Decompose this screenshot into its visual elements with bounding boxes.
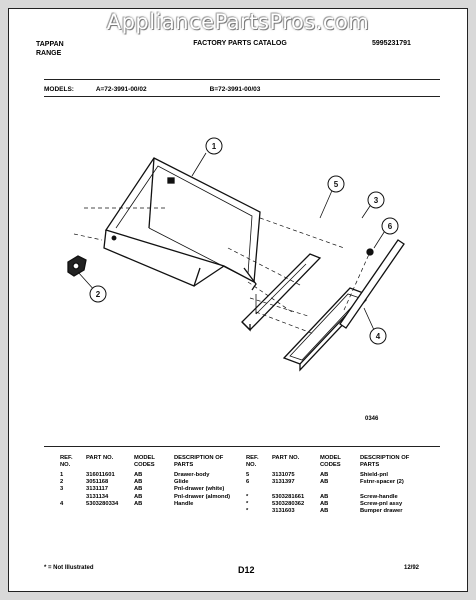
model-code: AB <box>320 500 329 507</box>
part-no: 3131603 <box>272 508 295 515</box>
header-rule <box>44 79 440 80</box>
col-model: MODEL CODES <box>134 455 155 468</box>
ref-no: * <box>246 493 249 500</box>
table-row <box>60 501 240 508</box>
models-line <box>44 86 260 93</box>
ref-no: 1 <box>60 472 64 478</box>
table-row <box>246 472 426 479</box>
part-description <box>360 486 426 493</box>
model-code: AB <box>134 486 143 493</box>
table-row <box>60 479 240 486</box>
parts-table-left <box>60 455 240 508</box>
ref-no: 3 <box>60 486 64 493</box>
table-header-row <box>60 455 240 472</box>
brand-category: RANGE <box>36 50 62 57</box>
part-description: Shield-pnl <box>360 472 389 478</box>
part-no: 3131075 <box>272 472 295 478</box>
model-code: AB <box>320 472 329 478</box>
model-code: AB <box>134 500 143 507</box>
callout-6: 6 <box>387 222 393 231</box>
brand-block <box>36 40 64 58</box>
table-row <box>60 494 240 501</box>
part-description: Fstnr-spacer (2) <box>360 479 404 486</box>
brand-name: TAPPAN <box>36 41 64 48</box>
callout-1: 1 <box>211 142 217 151</box>
part-no <box>272 486 320 493</box>
table-row <box>246 501 426 508</box>
model-code: AB <box>320 508 329 515</box>
ref-no: 5 <box>246 472 250 478</box>
table-header-row <box>246 455 426 472</box>
table-row <box>60 472 240 479</box>
part-description: Pnl-drawer (almond) <box>174 493 231 500</box>
ref-no: * <box>246 500 249 507</box>
catalog-number: 5995231791 <box>372 40 411 47</box>
catalog-title: FACTORY PARTS CATALOG <box>193 40 287 47</box>
col-ref: REF. NO. <box>60 455 73 468</box>
exploded-parts-diagram <box>44 98 440 428</box>
part-no: 3131134 <box>86 493 109 500</box>
model-code: AB <box>320 493 329 500</box>
table-top-rule <box>44 446 440 447</box>
model-code <box>320 486 360 493</box>
col-part: PART NO. <box>86 455 114 461</box>
part-no: 3051168 <box>86 479 109 486</box>
ref-no <box>60 494 86 501</box>
models-label: MODELS: <box>44 86 74 93</box>
part-description: Bumper drawer <box>360 508 403 515</box>
table-row <box>246 494 426 501</box>
part-description: Glide <box>174 479 189 486</box>
col-ref: REF. NO. <box>246 455 259 468</box>
callout-3: 3 <box>373 196 379 205</box>
table-row <box>246 508 426 515</box>
callout-5: 5 <box>333 180 339 189</box>
table-row <box>60 486 240 493</box>
model-code: AB <box>134 472 143 478</box>
page-number: D12 <box>238 565 255 575</box>
part-no: 3131117 <box>86 486 108 493</box>
footnote: * = Not Illustrated <box>44 565 94 571</box>
part-description: Drawer-body <box>174 472 210 478</box>
parts-table-right <box>246 455 426 515</box>
part-description: Pnl-drawer (white) <box>174 486 225 493</box>
model-a: A=72-3991-00/02 <box>95 86 147 93</box>
col-desc: DESCRIPTION OF PARTS <box>174 455 224 468</box>
models-rule <box>44 96 440 97</box>
watermark: AppliancePartsPros.com <box>106 10 370 34</box>
model-b: B=72-3991-00/03 <box>209 86 261 93</box>
ref-no: 4 <box>60 500 64 507</box>
ref-no: 6 <box>246 479 250 486</box>
revision-date: 12/92 <box>404 565 420 571</box>
part-no: 5303280334 <box>86 500 119 507</box>
diagram-code: 0346 <box>365 416 379 422</box>
model-code: AB <box>134 493 143 500</box>
part-description: Handle <box>174 500 194 507</box>
part-no: 5303280362 <box>272 500 305 507</box>
col-part: PART NO. <box>272 455 300 461</box>
model-code: AB <box>134 479 143 486</box>
callout-2: 2 <box>95 290 101 299</box>
col-model: MODEL CODES <box>320 455 341 468</box>
model-code: AB <box>320 479 329 486</box>
part-no: 316011601 <box>86 472 115 478</box>
callout-4: 4 <box>375 332 381 341</box>
col-desc: DESCRIPTION OF PARTS <box>360 455 410 468</box>
ref-no <box>246 486 272 493</box>
table-row-spacer <box>246 486 426 493</box>
ref-no: * <box>246 508 249 515</box>
table-row <box>246 479 426 486</box>
part-description: Screw-handle <box>360 493 398 500</box>
ref-no: 2 <box>60 479 64 486</box>
part-no: 5303281661 <box>272 493 305 500</box>
part-no: 3131397 <box>272 479 295 486</box>
part-description: Screw-pnl assy <box>360 500 403 507</box>
